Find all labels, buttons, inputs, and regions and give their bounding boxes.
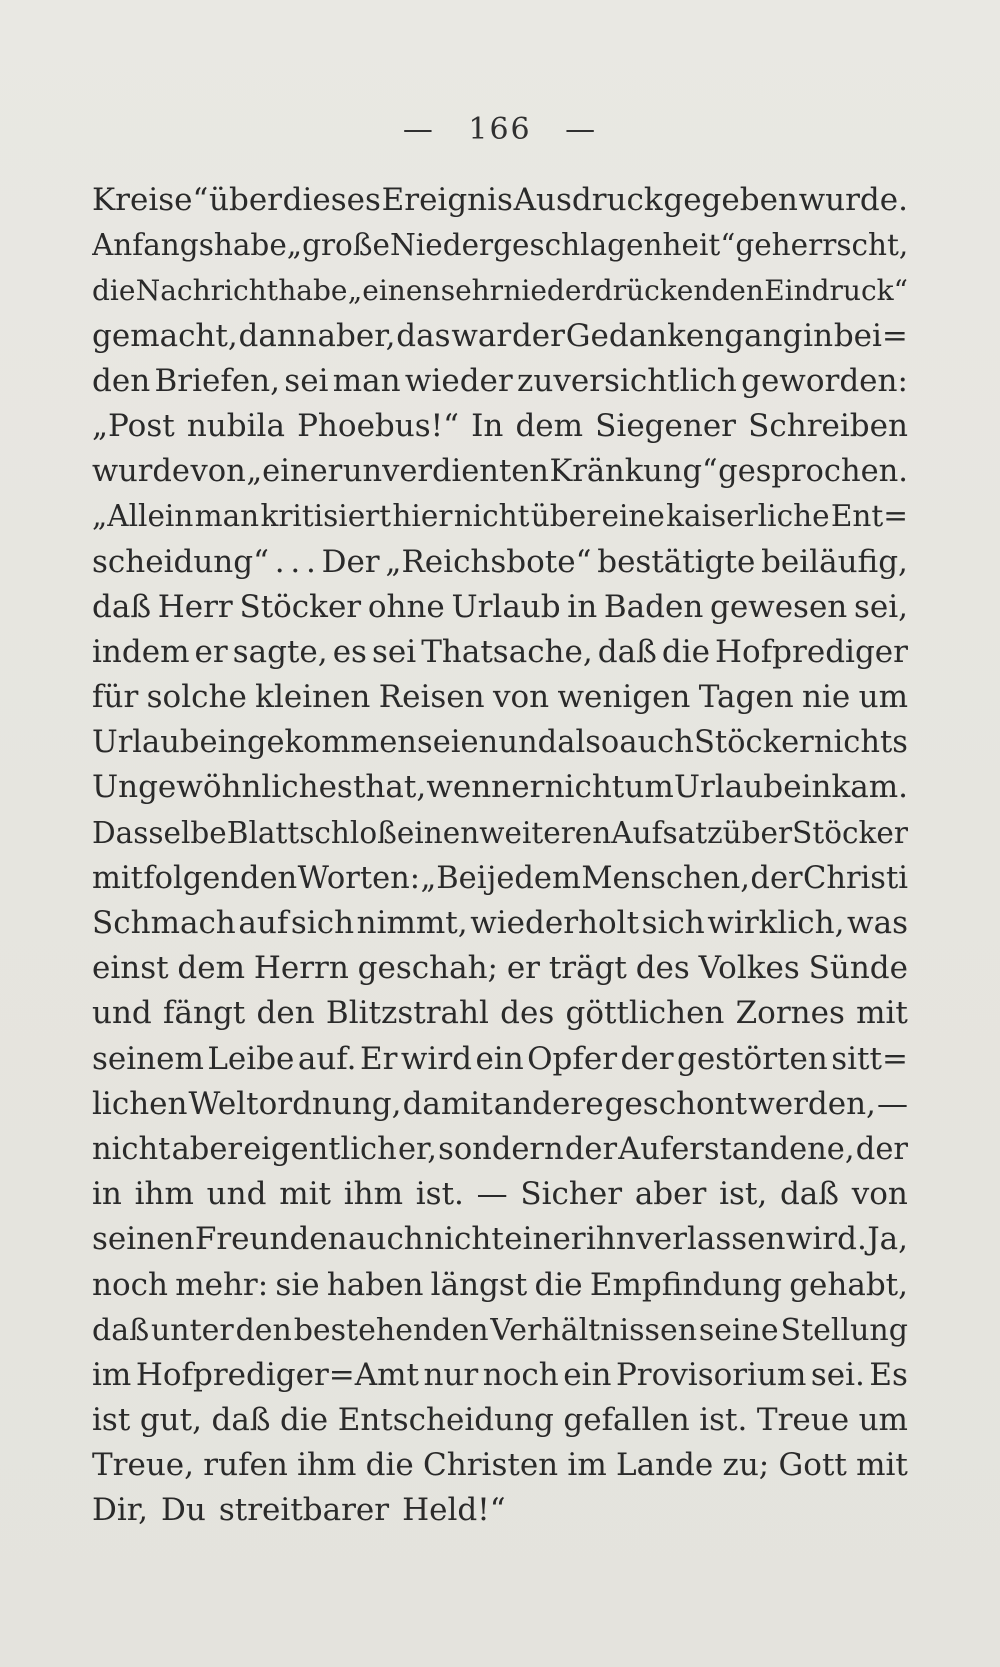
text-line — [92, 223, 908, 268]
word: von — [851, 1176, 908, 1213]
word: Herrn — [253, 950, 349, 987]
word: Opfer — [527, 1040, 618, 1077]
word: im — [92, 1356, 132, 1393]
word: mit — [856, 995, 908, 1032]
word: wiederholt — [470, 905, 640, 941]
word: seinen — [92, 1221, 195, 1258]
word: wurde. — [798, 182, 908, 218]
word: ohne — [367, 588, 445, 625]
word: gegeben — [663, 182, 798, 218]
text-line — [92, 585, 908, 630]
word: gemacht, — [92, 317, 238, 354]
word: seine — [698, 1312, 779, 1348]
word: Eindruck“ — [764, 274, 908, 308]
word: trägt — [548, 950, 627, 987]
word: die — [280, 1402, 329, 1439]
word: „Bei — [420, 860, 487, 896]
word: Empfindung — [589, 1266, 782, 1303]
word: der — [564, 1131, 618, 1167]
word: von — [190, 454, 246, 490]
word: Urlaub — [451, 588, 561, 625]
word: Menschen, — [581, 860, 751, 896]
word: in — [567, 588, 598, 625]
word: Freunden — [194, 1221, 348, 1258]
word: bestätigte — [597, 543, 756, 580]
word: Siegener — [595, 407, 736, 444]
text-line — [92, 1082, 908, 1127]
word: aber, — [317, 317, 396, 354]
word: seien — [417, 725, 499, 761]
word: Entscheidung — [337, 1402, 554, 1439]
text-line — [92, 359, 908, 404]
word: Blatt — [226, 815, 300, 850]
word: dem — [515, 407, 584, 444]
text-line — [92, 630, 908, 675]
word: er — [511, 769, 545, 806]
word: Baden — [603, 588, 704, 625]
text-line — [92, 1353, 908, 1398]
word: „einen — [347, 274, 441, 308]
word: Leibe — [207, 1040, 295, 1077]
word: seinem — [92, 1040, 204, 1077]
word: für — [92, 679, 139, 716]
word: gut, — [139, 1402, 202, 1439]
word: daß — [779, 1176, 839, 1213]
word: zuversichtlich — [517, 362, 737, 399]
word: dann — [238, 317, 317, 354]
text-line — [92, 1037, 908, 1082]
word: auf. — [297, 1040, 357, 1077]
word: einkam. — [783, 769, 908, 806]
word: Anfangs — [92, 228, 214, 263]
word: der — [750, 860, 803, 896]
word: eine — [601, 499, 665, 534]
word: er, — [397, 1131, 437, 1167]
word: haben — [326, 1266, 424, 1303]
text-line — [92, 811, 908, 856]
word: rufen — [203, 1447, 288, 1484]
word: bestehenden — [293, 1312, 489, 1348]
word: ihm — [343, 1176, 404, 1213]
word: auch — [619, 725, 694, 761]
word: mit — [856, 1447, 908, 1484]
word: ein — [563, 1356, 612, 1393]
word: eigentlich — [243, 1131, 397, 1167]
word: nichts — [813, 725, 908, 761]
word: Hofprediger — [715, 633, 908, 670]
word: Blitzstrahl — [325, 995, 489, 1032]
header-dash-left: — — [402, 112, 435, 147]
text-line — [92, 675, 908, 720]
word: wird. — [785, 1221, 867, 1258]
text-line — [92, 765, 908, 810]
word: einen — [396, 815, 480, 850]
word: in — [803, 317, 834, 354]
word: den — [92, 362, 151, 399]
word: habe — [278, 274, 348, 308]
word: ist — [92, 1402, 131, 1439]
word: ihm — [297, 1447, 357, 1484]
word: sitt= — [831, 1040, 908, 1077]
word: sei. — [810, 1356, 865, 1393]
word: und — [206, 1176, 267, 1213]
text-line — [92, 1172, 908, 1217]
word: Ja, — [867, 1221, 908, 1258]
word: ist. — [699, 1402, 748, 1439]
word: auf — [238, 905, 289, 941]
word: Phoebus!“ — [297, 407, 459, 444]
word: habe — [213, 228, 287, 263]
word: Sünde — [808, 950, 908, 987]
word: um — [858, 679, 908, 716]
word: geschont — [604, 1085, 748, 1122]
word: . — [290, 543, 301, 580]
word: und — [92, 995, 152, 1032]
word: Auferstandene, — [618, 1131, 855, 1167]
word: Nachricht — [135, 274, 278, 308]
word: Dasselbe — [92, 815, 227, 850]
word: Aufsatz — [611, 815, 723, 850]
word: verlassen — [636, 1221, 786, 1258]
word: sondern — [438, 1131, 564, 1167]
word: Ereignis — [381, 182, 513, 218]
word: man — [332, 362, 401, 399]
word: ist. — [415, 1176, 464, 1213]
word: streitbarer — [218, 1492, 390, 1529]
word: mit — [92, 860, 143, 896]
word: that, — [352, 769, 427, 806]
page-number: 166 — [468, 112, 532, 147]
word: gehabt, — [789, 1266, 908, 1303]
text-line — [92, 1443, 908, 1488]
word: andere — [493, 1085, 604, 1122]
word: unverdienten — [342, 454, 549, 490]
word: sei, — [853, 588, 908, 625]
text-line — [92, 540, 908, 585]
word: das — [396, 317, 451, 354]
word: Stöcker — [694, 725, 814, 761]
text-line — [92, 404, 908, 449]
word: nicht — [92, 1131, 171, 1167]
word: geworden: — [741, 362, 908, 399]
word: einst — [92, 950, 169, 987]
body-text — [92, 178, 908, 1534]
word: längst — [430, 1266, 528, 1303]
word: ist, — [719, 1176, 768, 1213]
word: über — [722, 815, 793, 850]
word: zu; — [722, 1447, 770, 1484]
word: um — [858, 1402, 908, 1439]
word: den — [235, 1312, 292, 1348]
word: den — [256, 995, 315, 1032]
word: daß — [597, 633, 657, 670]
word: damit — [402, 1085, 493, 1122]
word: Ent= — [830, 499, 908, 534]
word: der — [511, 317, 565, 354]
word: mit — [279, 1176, 331, 1213]
word: Weltordnung, — [188, 1085, 402, 1122]
word: Urlaub — [673, 769, 784, 806]
word: auch — [348, 1221, 424, 1258]
word: Ausdruck — [513, 182, 663, 218]
word: Christi — [802, 860, 908, 896]
word: von — [492, 679, 550, 716]
word: gesprochen. — [718, 454, 908, 490]
word: über — [530, 499, 601, 534]
word: Thatsache, — [421, 633, 593, 670]
word: also — [557, 725, 620, 761]
word: lichen — [92, 1085, 188, 1122]
word: des — [635, 950, 690, 987]
word: nicht — [544, 769, 625, 806]
word: es — [332, 633, 367, 670]
word: göttlichen — [565, 995, 725, 1032]
word: scheidung“ — [92, 543, 269, 580]
word: — — [476, 1176, 508, 1213]
word: Treue — [756, 1402, 850, 1439]
word: wenn — [426, 769, 512, 806]
word: daß — [92, 588, 152, 625]
word: Gott — [778, 1447, 847, 1484]
text-line — [92, 1263, 908, 1308]
word: Gedankengang — [565, 317, 803, 354]
word: gefallen — [563, 1402, 690, 1439]
word: wird — [400, 1040, 472, 1077]
word: schloß — [299, 815, 397, 850]
word: Es — [869, 1356, 908, 1393]
word: gewesen — [709, 588, 848, 625]
text-line — [92, 494, 908, 539]
word: was — [847, 905, 908, 941]
word: niederdrückenden — [503, 274, 764, 308]
word: sei — [372, 633, 417, 670]
word: geschah; — [357, 950, 498, 987]
word: Stöcker — [792, 815, 908, 850]
word: — — [876, 1085, 908, 1122]
word: um — [624, 769, 674, 806]
word: der — [855, 1131, 908, 1167]
word: fängt — [163, 995, 246, 1032]
word: sich — [290, 905, 355, 941]
word: nicht — [453, 499, 530, 534]
word: beiläufig, — [761, 543, 908, 580]
word: im — [567, 1447, 607, 1484]
text-line — [92, 1127, 908, 1172]
word: eingekommen — [199, 725, 417, 761]
word: mehr: — [175, 1266, 269, 1303]
word: Dir, — [92, 1492, 149, 1529]
word: bei= — [833, 317, 908, 354]
text-line — [92, 1398, 908, 1443]
word: hier — [392, 499, 453, 534]
word: sich — [641, 905, 705, 941]
word: Ungewöhnliches — [92, 769, 353, 806]
word: nie — [802, 679, 851, 716]
word: unter — [150, 1312, 234, 1348]
word: wieder — [404, 362, 513, 399]
word: Worten: — [297, 860, 421, 896]
word: Urlaub — [92, 725, 200, 761]
word: Zornes — [735, 995, 845, 1032]
word: Hofprediger=Amt — [135, 1356, 419, 1393]
word: Verhältnissen — [490, 1312, 698, 1348]
word: die — [534, 1266, 583, 1303]
word: sagte, — [232, 633, 328, 670]
word: nicht — [424, 1221, 504, 1258]
word: noch — [92, 1266, 168, 1303]
word: war — [451, 317, 512, 354]
word: Kränkung“ — [549, 454, 718, 490]
word: Er — [359, 1040, 398, 1077]
word: die — [92, 274, 136, 308]
word: Reisen — [378, 679, 485, 716]
word: Provisorium — [615, 1356, 807, 1393]
word: in — [92, 1176, 122, 1213]
text-line — [92, 720, 908, 765]
page-header — [0, 112, 1000, 147]
word: Kreise“ — [92, 182, 209, 218]
word: Volkes — [698, 950, 800, 987]
word: „Reichsbote“ — [385, 543, 592, 580]
word: Du — [161, 1492, 206, 1529]
word: Treue, — [92, 1447, 195, 1484]
word: wenigen — [557, 679, 691, 716]
word: „große — [286, 228, 390, 263]
word: solche — [146, 679, 247, 716]
text-line — [92, 1217, 908, 1262]
word: sei — [284, 362, 329, 399]
header-dash-right: — — [565, 112, 598, 147]
word: „einer — [246, 454, 343, 490]
word: er — [194, 633, 228, 670]
word: dieses — [282, 182, 381, 218]
word: Christen — [423, 1447, 559, 1484]
word: daß — [211, 1402, 271, 1439]
text-line — [92, 1308, 908, 1353]
word: „Post — [92, 407, 175, 444]
word: und — [498, 725, 558, 761]
word: nubila — [186, 407, 285, 444]
word: gestörten — [676, 1040, 828, 1077]
word: . — [274, 543, 285, 580]
word: folgenden — [143, 860, 298, 896]
word: man — [194, 499, 260, 534]
word: Briefen, — [154, 362, 280, 399]
text-line — [92, 268, 908, 313]
text-line — [92, 178, 908, 223]
text-line — [92, 991, 908, 1036]
text-line — [92, 449, 908, 494]
word: . — [305, 543, 316, 580]
word: er — [506, 950, 540, 987]
text-line — [92, 856, 908, 901]
word: ihn — [586, 1221, 636, 1258]
word: Niedergeschlagenheit“ — [389, 228, 736, 263]
word: aber — [171, 1131, 242, 1167]
word: Schmach — [92, 905, 236, 941]
text-line — [92, 1488, 908, 1533]
word: sehr — [440, 274, 504, 308]
word: kleinen — [255, 679, 371, 716]
word: kaiserliche — [666, 499, 830, 534]
word: wirklich, — [707, 905, 845, 941]
word: weiteren — [479, 815, 612, 850]
word: Herr — [157, 588, 233, 625]
word: Stöcker — [239, 588, 362, 625]
word: nur — [423, 1356, 479, 1393]
word: Stellung — [780, 1312, 908, 1348]
word: „Allein — [92, 499, 194, 534]
word: dem — [177, 950, 246, 987]
word: daß — [92, 1312, 150, 1348]
word: die — [661, 633, 710, 670]
text-line — [92, 314, 908, 359]
word: kritisiert — [260, 499, 392, 534]
word: indem — [92, 633, 190, 670]
word: Der — [321, 543, 380, 580]
word: Tagen — [698, 679, 794, 716]
word: ihm — [134, 1176, 194, 1213]
word: geherrscht, — [735, 228, 908, 263]
word: Lande — [616, 1447, 714, 1484]
word: wurde — [92, 454, 190, 490]
word: Schreiben — [748, 407, 908, 444]
word: ein — [475, 1040, 524, 1077]
word: der — [620, 1040, 674, 1077]
word: über — [209, 182, 282, 218]
text-line — [92, 946, 908, 991]
word: nimmt, — [356, 905, 468, 941]
word: jedem — [486, 860, 581, 896]
word: werden, — [748, 1085, 876, 1122]
word: aber — [634, 1176, 707, 1213]
word: In — [471, 407, 504, 444]
word: des — [500, 995, 555, 1032]
text-line — [92, 901, 908, 946]
word: sie — [275, 1266, 320, 1303]
word: Held!“ — [402, 1492, 506, 1529]
word: die — [365, 1447, 414, 1484]
word: einer — [504, 1221, 586, 1258]
word: noch — [482, 1356, 559, 1393]
word: Sicher — [520, 1176, 623, 1213]
